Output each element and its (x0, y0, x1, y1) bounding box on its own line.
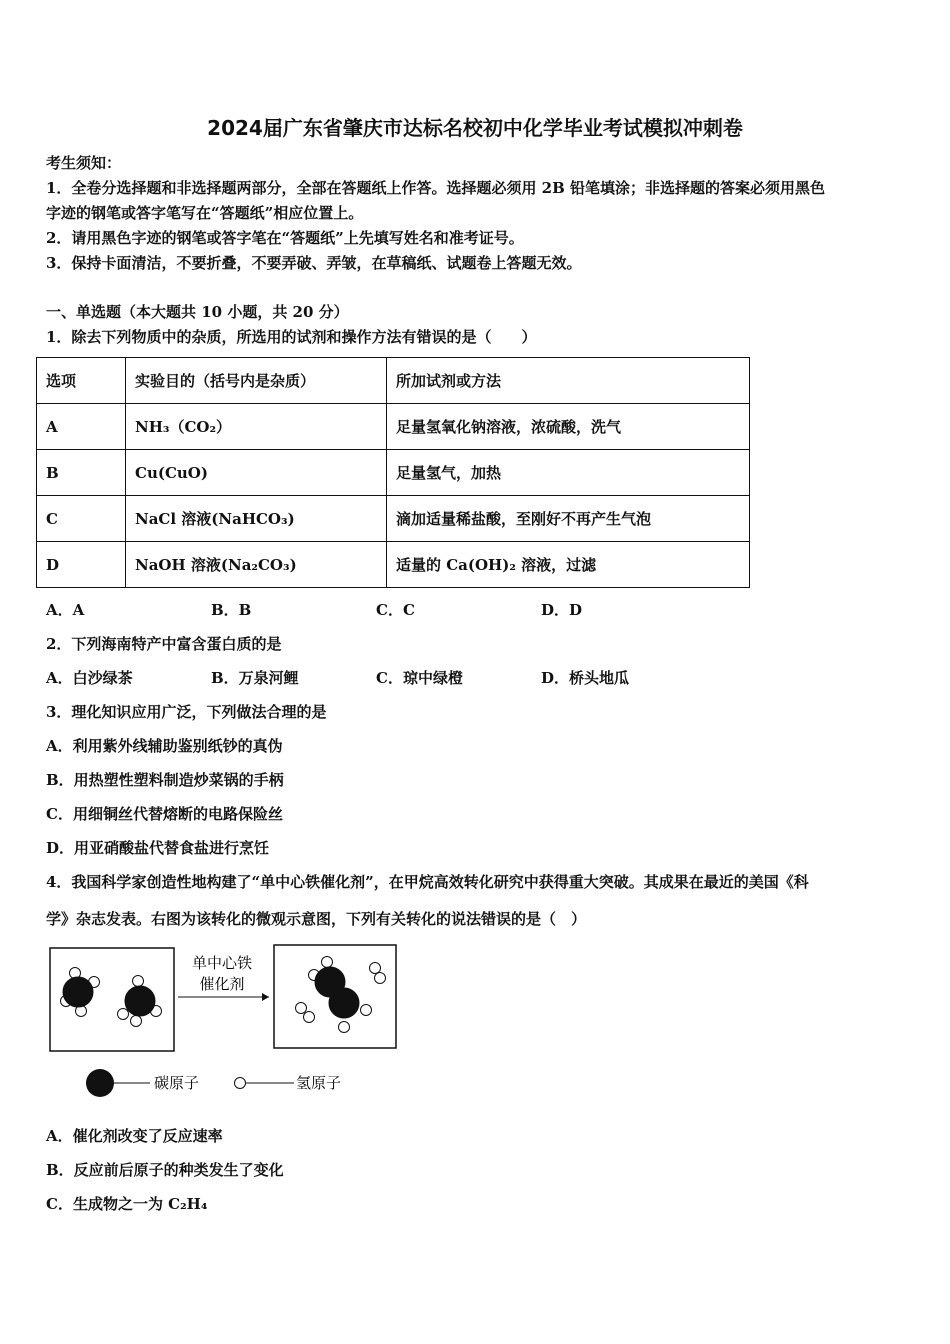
table-header-cell: 选项 (37, 358, 126, 404)
table-cell: B (37, 450, 126, 496)
page-title: 2024届广东省肇庆市达标名校初中化学毕业考试模拟冲刺卷 (207, 116, 743, 140)
table-header-cell: 所加试剂或方法 (387, 358, 750, 404)
table-cell: 滴加适量稀盐酸，至刚好不再产生气泡 (387, 496, 750, 542)
methane-molecule (61, 968, 100, 1017)
legend-hydrogen-label: 氢原子 (296, 1074, 342, 1092)
arrow-label-line-2: 催化剂 (199, 975, 245, 993)
q2-option-d: D．桥头地瓜 (541, 669, 630, 687)
notice-item-2: 2．请用黑色字迹的钢笔或答字笔在“答题纸”上先填写姓名和准考证号。 (46, 229, 524, 247)
notice-item-3: 3．保持卡面清洁，不要折叠，不要弄破、弄皱，在草稿纸、试题卷上答题无效。 (46, 254, 582, 272)
table-cell: 足量氢氧化钠溶液，浓硫酸，洗气 (387, 404, 750, 450)
q4-stem-line-2: 学》杂志发表。右图为该转化的微观示意图，下列有关转化的说法错误的是（ ） (46, 910, 587, 928)
carbon-atom-icon (86, 1069, 114, 1097)
table-row (37, 496, 750, 542)
table-cell: NaCl 溶液(NaHCO₃) (126, 496, 387, 542)
arrow-label-line-1: 单中心铁 (191, 954, 253, 972)
section-heading: 一、单选题（本大题共 10 小题，共 20 分） (46, 303, 349, 321)
table-cell: 适量的 Ca(OH)₂ 溶液，过滤 (387, 542, 750, 588)
arrow-head-icon (262, 993, 269, 1001)
q2-stem: 2．下列海南特产中富含蛋白质的是 (46, 635, 282, 653)
reaction-diagram (44, 940, 414, 1110)
q1-stem: 1．除去下列物质中的杂质，所选用的试剂和操作方法有错误的是（ ） (46, 328, 537, 346)
notice-heading: 考生须知： (46, 154, 122, 172)
q4-option-a: A．催化剂改变了反应速率 (46, 1127, 223, 1145)
q1-option-a: A．A (46, 601, 85, 619)
q1-option-c: C．C (376, 601, 415, 619)
q4-option-c: C．生成物之一为 C₂H₄ (46, 1195, 208, 1213)
table-cell: C (37, 496, 126, 542)
table-cell: A (37, 404, 126, 450)
legend-carbon (86, 1069, 199, 1097)
q1-table (36, 357, 750, 588)
table-cell: D (37, 542, 126, 588)
table-row (37, 542, 750, 588)
table-cell: Cu(CuO) (126, 450, 387, 496)
table-cell: 足量氢气，加热 (387, 450, 750, 496)
notice-item-1-line-1: 1．全卷分选择题和非选择题两部分，全部在答题纸上作答。选择题必须用 2B 铅笔填涂；非选择题的答案必须用黑色 (46, 179, 826, 197)
q3-option-d: D．用亚硝酸盐代替食盐进行烹饪 (46, 839, 270, 857)
q1-option-b: B．B (211, 601, 252, 619)
notice-item-1-line-2: 字迹的钢笔或答字笔写在“答题纸”相应位置上。 (46, 204, 364, 222)
q3-option-a: A．利用紫外线辅助鉴别纸钞的真伪 (46, 737, 283, 755)
q2-option-b: B．万泉河鲤 (211, 669, 299, 687)
q4-option-b: B．反应前后原子的种类发生了变化 (46, 1161, 284, 1179)
hydrogen-molecule (370, 963, 386, 984)
q4-stem-line-1: 4．我国科学家创造性地构建了“单中心铁催化剂”，在甲烷高效转化研究中获得重大突破。其成果在最近的美国《科 (46, 873, 809, 891)
q3-option-c: C．用细铜丝代替熔断的电路保险丝 (46, 805, 283, 823)
table-row (37, 404, 750, 450)
table-cell: NaOH 溶液(Na₂CO₃) (126, 542, 387, 588)
q1-option-d: D．D (541, 601, 583, 619)
table-row (37, 450, 750, 496)
table-cell: NH₃（CO₂） (126, 404, 387, 450)
q2-option-a: A．白沙绿茶 (46, 669, 133, 687)
q3-option-b: B．用热塑性塑料制造炒菜锅的手柄 (46, 771, 284, 789)
hydrogen-atom-icon (235, 1078, 246, 1089)
legend-hydrogen (235, 1074, 342, 1092)
methane-molecule (118, 976, 162, 1027)
legend-carbon-label: 碳原子 (154, 1074, 200, 1092)
q3-stem: 3．理化知识应用广泛，下列做法合理的是 (46, 703, 327, 721)
q2-option-c: C．琼中绿橙 (376, 669, 463, 687)
ethane-molecule (296, 957, 372, 1033)
table-header-row (37, 358, 750, 404)
table-header-cell: 实验目的（括号内是杂质） (126, 358, 387, 404)
